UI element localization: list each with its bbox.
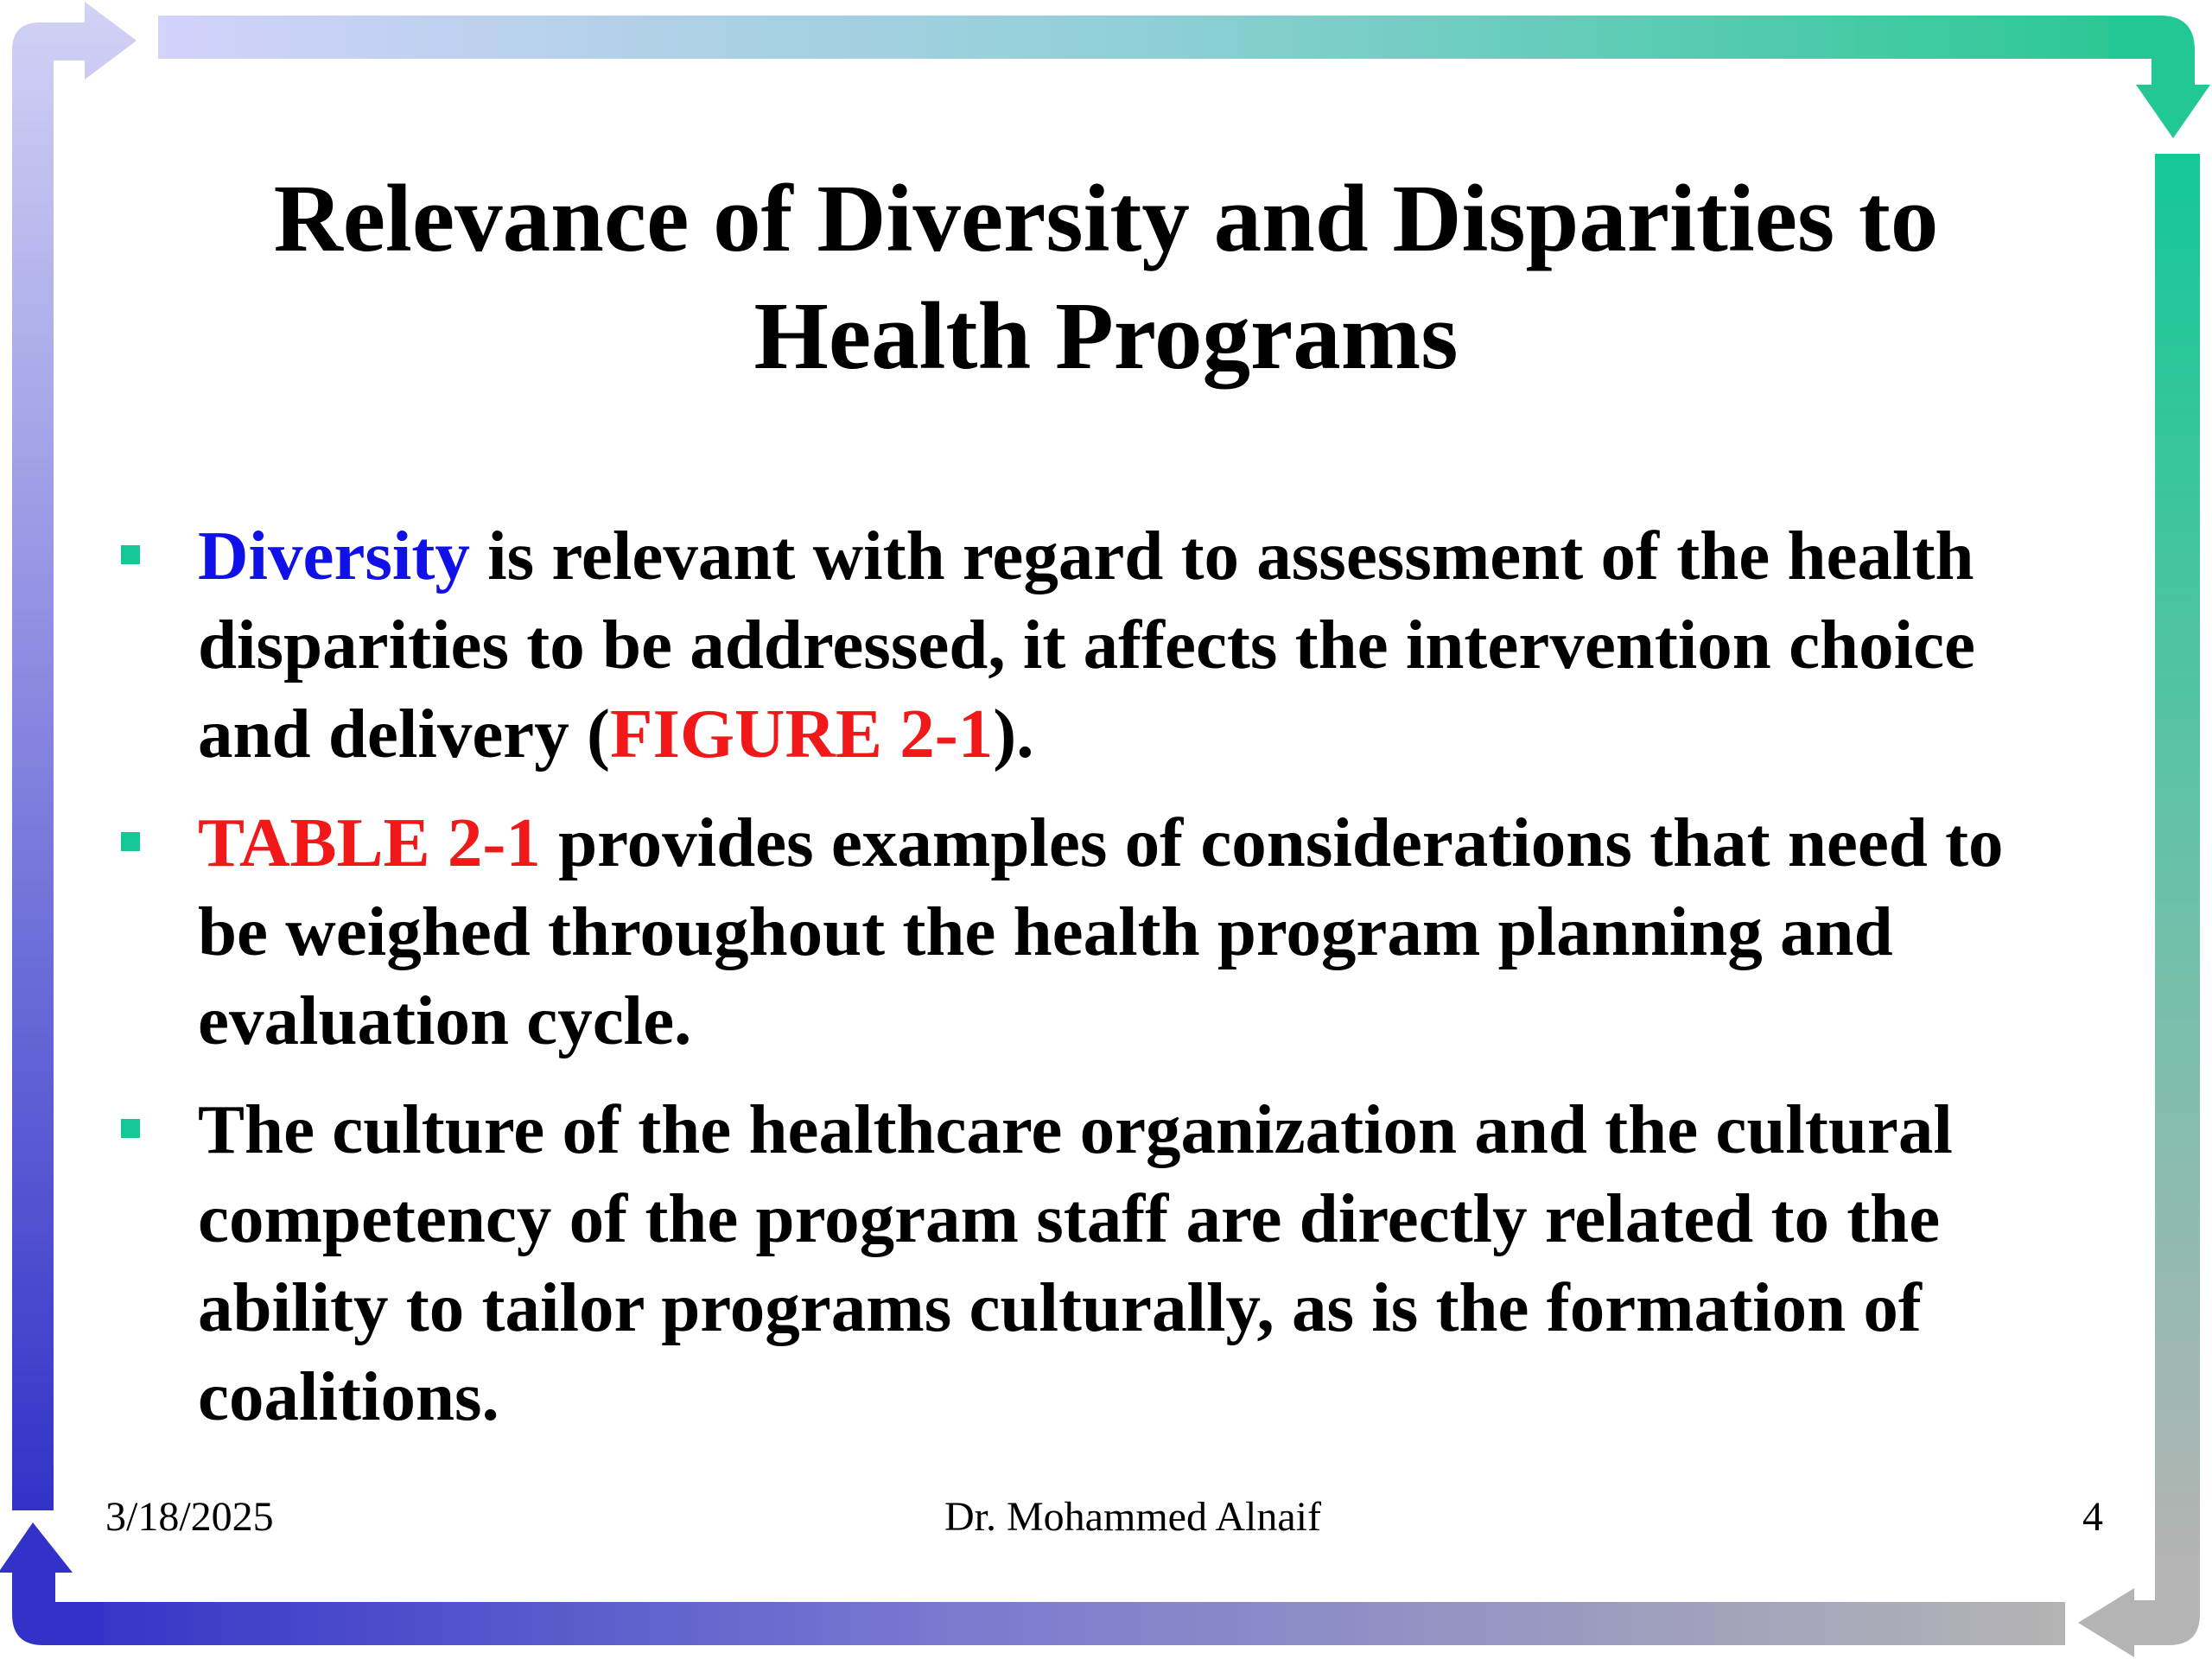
bullet-text: provides examples of considerations that need to be weighed throughout the health program planning and evaluation cycle. (198, 804, 2004, 1059)
footer-date: 3/18/2025 (105, 1494, 274, 1540)
frame-bottom-bar (52, 1602, 2065, 1645)
slide-title (156, 161, 2056, 396)
footer-page-number: 4 (2082, 1494, 2103, 1540)
bullet-text-end: ). (993, 695, 1034, 772)
bullet-list (121, 512, 2074, 1461)
bullet-text: is relevant with regard to assessment of the health disparities to be addressed, it affects the intervention choice and delivery ( (198, 517, 1975, 772)
square-bullet-icon (121, 545, 140, 564)
footer-author: Dr. Mohammed Alnaif (944, 1494, 1321, 1540)
arrow-left-icon (2078, 1555, 2200, 1657)
diversity-highlight: Diversity (198, 517, 470, 594)
figure-reference: FIGURE 2-1 (609, 695, 994, 772)
bullet-item-diversity (121, 512, 2074, 779)
square-bullet-icon (121, 832, 140, 851)
arrow-down-icon (2108, 16, 2210, 138)
bullet-item-culture (121, 1085, 2074, 1441)
frame-right-bar (2155, 154, 2200, 1567)
bullet-text: The culture of the healthcare organization and the cultural competency of the program staff are directly related to the ability to tailor programs culturally, as is the formation of coalitions. (198, 1090, 1953, 1435)
square-bullet-icon (121, 1119, 140, 1138)
arrow-up-icon (0, 1522, 104, 1645)
frame-top-bar (158, 16, 2156, 59)
bullet-item-table (121, 798, 2074, 1065)
arrow-right-icon (12, 2, 137, 1510)
table-reference: TABLE 2-1 (198, 804, 541, 881)
slide-title-line-2: Health Programs (753, 283, 1459, 390)
slide-title-line-1: Relevance of Diversity and Disparities to (273, 166, 1939, 272)
